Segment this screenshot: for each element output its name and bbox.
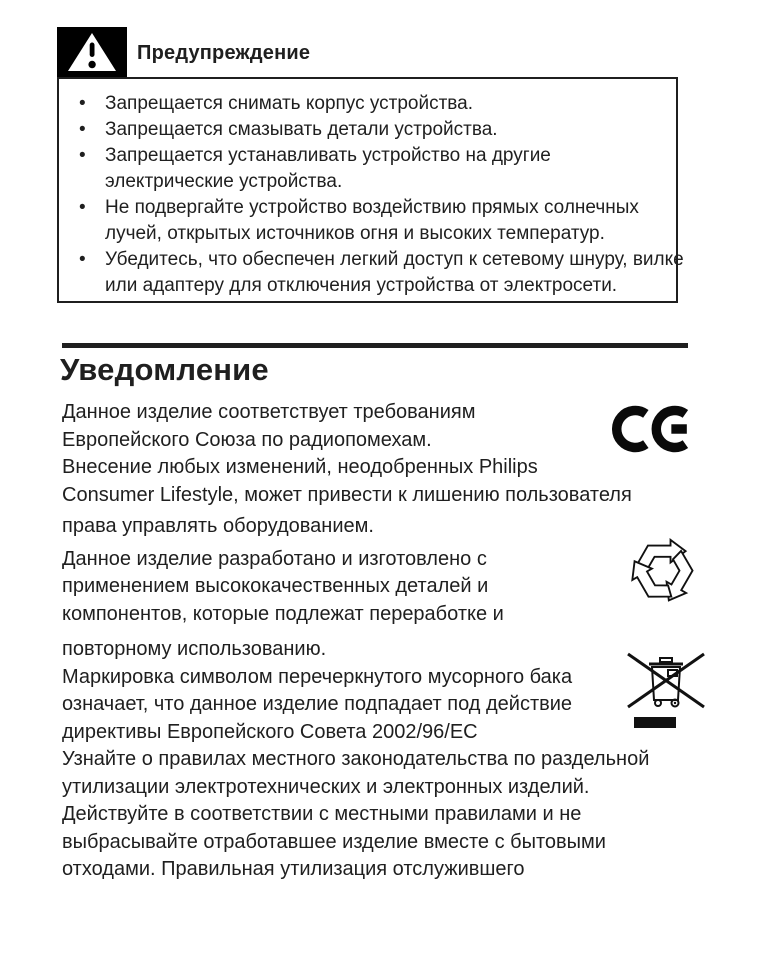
text-line: Данное изделие разработано и изготовлено с	[62, 547, 487, 570]
text-line: Маркировка символом перечеркнутого мусорного бака	[62, 665, 573, 688]
text-line: электрические устройства.	[105, 171, 343, 192]
notice-paragraph	[62, 746, 682, 884]
text-line: означает, что данное изделие подпадает под действие	[62, 693, 573, 715]
bullet-marker: •	[79, 197, 86, 218]
notice-paragraph-weee	[62, 664, 682, 747]
warning-list-item	[75, 247, 684, 299]
bullet-marker: •	[79, 93, 86, 114]
notice-paragraph-ce	[62, 399, 682, 454]
text-line: Данное изделие соответствует требованиям	[62, 401, 476, 423]
warning-list-item	[75, 195, 670, 247]
text-line: применением высококачественных деталей и	[62, 575, 489, 597]
text-line: Consumer Lifestyle, может привести к лишению пользователя	[62, 483, 632, 506]
notice-body	[62, 399, 682, 884]
section-divider-rule	[62, 343, 688, 348]
recycle-icon	[624, 538, 702, 602]
bullet-marker: •	[79, 119, 86, 140]
text-line: Запрещается снимать корпус устройства.	[105, 93, 474, 114]
warning-list-item	[75, 91, 670, 117]
notice-paragraph	[62, 513, 682, 541]
text-line: повторному использованию.	[62, 638, 327, 660]
notice-paragraph	[62, 454, 682, 509]
notice-paragraph-recycle	[62, 546, 682, 629]
text-line: Внесение любых изменений, неодобренных Philips	[62, 456, 538, 478]
text-line: компонентов, которые подлежат переработке и	[62, 602, 504, 625]
text-line: выбрасывайте отработавшее изделие вместе с бытовыми	[62, 830, 606, 853]
bullet-marker: •	[79, 249, 86, 270]
text-line: Европейского Союза по радиопомехам.	[62, 428, 432, 451]
text-line: директивы Европейского Совета 2002/96/EC	[62, 720, 478, 743]
notice-paragraph	[62, 636, 682, 664]
weee-bin-icon	[624, 651, 708, 731]
text-line: Запрещается смазывать детали устройства.	[105, 119, 498, 140]
ce-mark-glyph	[612, 402, 698, 456]
text-line: отходами. Правильная утилизация отслужившего	[62, 858, 525, 880]
text-line: лучей, открытых источников огня и высоких температур.	[105, 223, 605, 244]
text-line: Узнайте о правилах местного законодательства по раздельной	[62, 748, 650, 770]
warning-title: Предупреждение	[137, 42, 311, 64]
warning-triangle-glyph	[57, 27, 127, 77]
warning-list	[75, 91, 684, 299]
recycle-glyph	[624, 538, 702, 602]
warning-list-item	[75, 143, 670, 195]
bullet-marker: •	[79, 145, 86, 166]
ce-mark-icon	[612, 402, 698, 456]
warning-triangle-icon	[57, 27, 127, 77]
text-line: права управлять оборудованием.	[62, 515, 374, 537]
notice-heading: Уведомление	[60, 352, 269, 387]
text-line: Убедитесь, что обеспечен легкий доступ к сетевому шнуру, вилке	[105, 249, 684, 270]
text-line: утилизации электротехнических и электронных изделий.	[62, 775, 590, 798]
text-line: или адаптеру для отключения устройства от электросети.	[105, 275, 618, 296]
text-line: Не подвергайте устройство воздействию прямых солнечных	[105, 197, 639, 218]
text-line: Действуйте в соответствии с местными правилами и не	[62, 803, 582, 825]
text-line: Запрещается устанавливать устройство на другие	[105, 145, 551, 166]
warning-box	[57, 77, 684, 303]
warning-list-item	[75, 117, 670, 143]
weee-bin-glyph	[624, 651, 708, 731]
